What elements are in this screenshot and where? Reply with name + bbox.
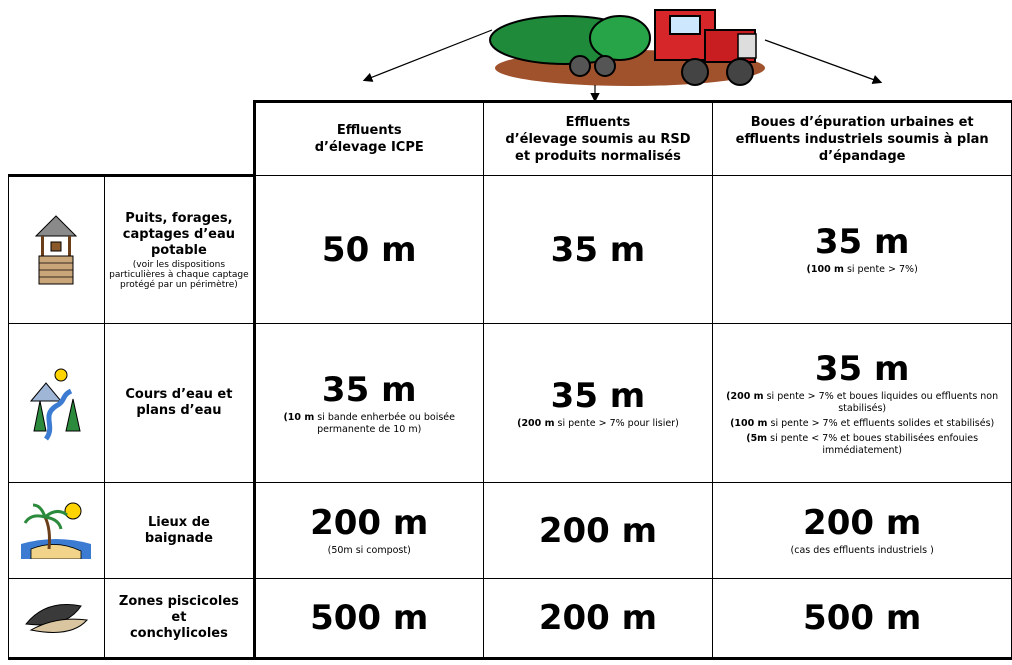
cell-puits-boues: 35 m (100 m si pente > 7%) (713, 176, 1012, 324)
cell-cours-icpe: 35 m (10 m si bande enherbée ou boisée permanente de 10 m) (254, 324, 483, 483)
distance-table (8, 100, 1012, 660)
header-row (9, 102, 1012, 176)
pointer-arrows (0, 0, 1012, 110)
cell-baignade-boues: 200 m (cas des effluents industriels ) (713, 483, 1012, 579)
header-icpe: Effluents d’élevage ICPE (254, 102, 483, 176)
well-icon (9, 176, 105, 324)
cell-zones-rsd: 200 m (483, 579, 713, 659)
header-boues: Boues d’épuration urbaines et effluents industriels soumis à plan d’épandage (713, 102, 1012, 176)
table-row (9, 324, 1012, 483)
cell-puits-rsd: 35 m (483, 176, 713, 324)
beach-icon (9, 483, 105, 579)
cell-zones-icpe: 500 m (254, 579, 483, 659)
row-label-zones: Zones piscicoles et conchylicoles (104, 579, 254, 659)
table-row (9, 176, 1012, 324)
river-icon (9, 324, 105, 483)
cell-cours-rsd: 35 m (200 m si pente > 7% pour lisier) (483, 324, 713, 483)
header-rsd: Effluents d’élevage soumis au RSD et produits normalisés (483, 102, 713, 176)
table-row (9, 579, 1012, 659)
row-label-puits: Puits, forages, captages d’eau potable (voir les dispositions particulières à chaque captage protégé par un périmètre) (104, 176, 254, 324)
mussel-icon (9, 579, 105, 659)
table-row (9, 483, 1012, 579)
row-label-baignade: Lieux de baignade (104, 483, 254, 579)
cell-puits-icpe: 50 m (254, 176, 483, 324)
row-label-cours-eau: Cours d’eau et plans d’eau (104, 324, 254, 483)
cell-baignade-rsd: 200 m (483, 483, 713, 579)
cell-baignade-icpe: 200 m (50m si compost) (254, 483, 483, 579)
cell-zones-boues: 500 m (713, 579, 1012, 659)
cell-cours-boues: 35 m (200 m si pente > 7% et boues liquides ou effluents non stabilisés) (100 m si pente > 7% et effluents solides et stabilisés) (5m si pente < 7% et boues stabilisées enfouies immédiatement) (713, 324, 1012, 483)
